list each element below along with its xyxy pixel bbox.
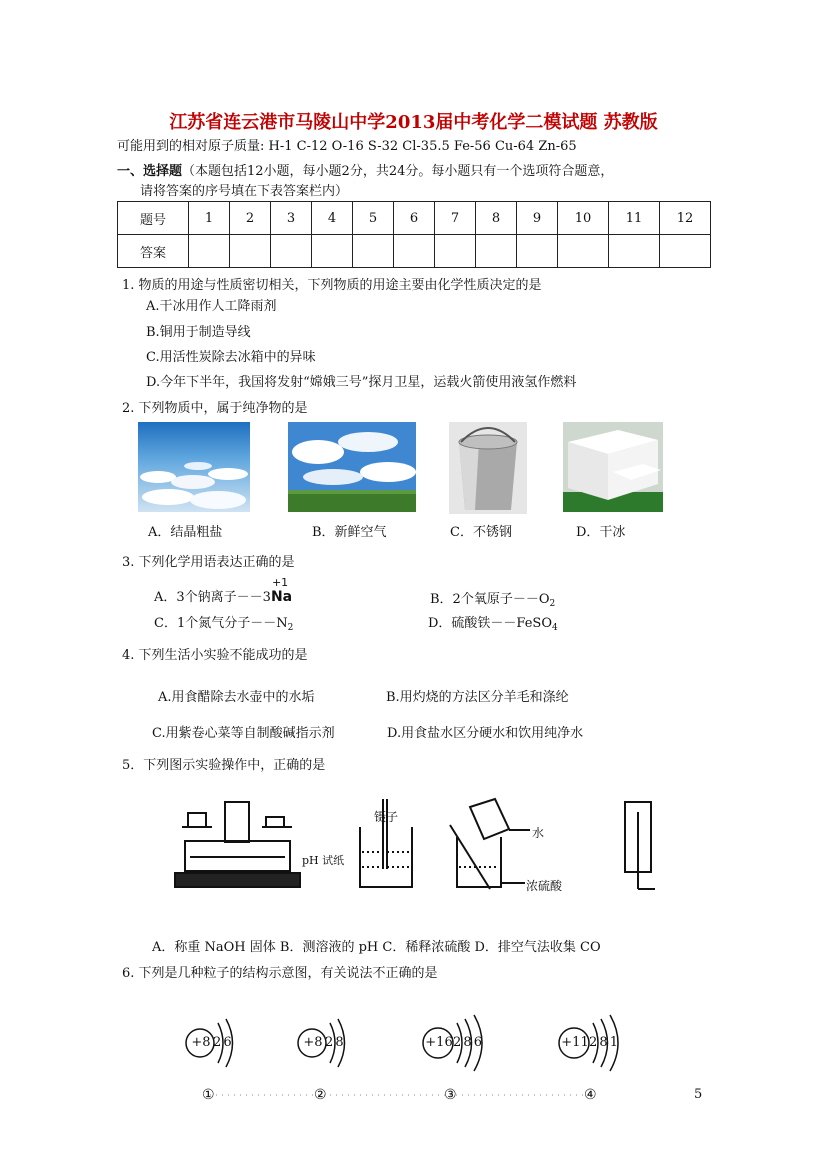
page-title: 江苏省连云港市马陵山中学2013届中考化学二模试题 苏教版 (169, 112, 658, 133)
answer-cell[interactable] (394, 235, 435, 268)
section-heading (117, 160, 613, 179)
q5-water-label: 水 (532, 826, 545, 840)
q4-option-a: A.用食醋除去水壶中的水垢 (158, 690, 315, 705)
particle-4-nucleus: +11 (561, 1035, 589, 1050)
section-heading-label: 一、选择题 (117, 164, 183, 179)
q4-stem: 4. 下列生活小实验不能成功的是 (122, 648, 308, 663)
particle-1-label: ① (202, 1087, 215, 1103)
q3-option-c-text: C．1个氮气分子－－N (154, 616, 288, 631)
answer-table-number-row (118, 202, 711, 235)
particle-1-shells: 2 6 (213, 1035, 231, 1050)
q3-option-a-symbol (270, 576, 293, 605)
particle-2-shells: 2 8 (325, 1035, 343, 1050)
q3-option-d-text: D．硫酸铁－－FeSO (428, 616, 552, 631)
answer-table-number: 1 (189, 202, 230, 235)
q5-stem: 5．下列图示实验操作中，正确的是 (122, 758, 326, 773)
particle-4-shells: 2 8 1 (589, 1035, 618, 1050)
answer-table-number: 11 (609, 202, 660, 235)
answer-cell[interactable] (558, 235, 609, 268)
q3-option-b-subscript: 2 (549, 599, 556, 609)
atomic-masses: 可能用到的相对原子质量: H-1 C-12 O-16 S-32 Cl-35.5 Fe-56 Cu-64 Zn-65 (117, 139, 577, 154)
particle-2-nucleus: +8 (303, 1035, 323, 1050)
particle-3-shells: 2 8 6 (453, 1035, 482, 1050)
answer-table-number: 5 (353, 202, 394, 235)
answer-cell[interactable] (609, 235, 660, 268)
q2-option-c: C．不锈钢 (450, 525, 512, 540)
q3-option-d (428, 612, 558, 633)
q4-option-d: D.用食盐水区分硬水和饮用纯净水 (387, 726, 584, 741)
dry-ice-image (563, 422, 663, 512)
q5-options: A．称重 NaOH 固体 B．测溶液的 pH C．稀释浓硫酸 D．排空气法收集 CO (152, 940, 601, 955)
answer-cell[interactable] (435, 235, 476, 268)
answer-table-number: 7 (435, 202, 476, 235)
answer-table-number: 10 (558, 202, 609, 235)
q1-option-c: C.用活性炭除去冰箱中的异味 (146, 350, 316, 365)
section-heading-line2: 请将答案的序号填在下表答案栏内） (140, 184, 349, 199)
q2-stem: 2. 下列物质中，属于纯净物的是 (122, 401, 308, 416)
particle-4-label: ④ (584, 1087, 597, 1103)
answer-cell[interactable] (660, 235, 711, 268)
answer-table-number: 9 (517, 202, 558, 235)
fresh-air-image (288, 422, 416, 512)
answer-table-number: 12 (660, 202, 711, 235)
answer-table-number: 6 (394, 202, 435, 235)
q3-option-b-text: B．2个氧原子－－O (430, 592, 550, 607)
q1-option-d: D.今年下半年，我国将发射“嫦娥三号”探月卫星，运载火箭使用液氢作燃料 (146, 375, 577, 390)
q3-stem: 3. 下列化学用语表达正确的是 (122, 555, 295, 570)
q4-option-c: C.用紫卷心菜等自制酸碱指示剂 (152, 726, 335, 741)
answer-table-number: 3 (271, 202, 312, 235)
answer-table-number: 8 (476, 202, 517, 235)
lab-operations-figure (170, 797, 660, 897)
q2-option-b: B．新鲜空气 (312, 525, 387, 540)
answer-table-row2-label: 答案 (118, 235, 189, 268)
particle-diagrams (180, 1005, 630, 1105)
answer-cell[interactable] (230, 235, 271, 268)
q3-option-d-subscript: 4 (552, 623, 558, 633)
particle-3-nucleus: +16 (425, 1035, 453, 1050)
answer-cell[interactable] (517, 235, 558, 268)
q3-option-c (154, 612, 293, 633)
q5-acid-label: 浓硫酸 (526, 879, 563, 893)
page-number: 5 (694, 1087, 703, 1102)
answer-table-number: 2 (230, 202, 271, 235)
gas-collection-diagram (625, 802, 655, 889)
q2-option-d: D．干冰 (576, 525, 626, 540)
dilution-diagram (450, 799, 530, 889)
q1-option-b: B.铜用于制造导线 (146, 325, 251, 340)
answer-cell[interactable] (189, 235, 230, 268)
answer-table-number: 4 (312, 202, 353, 235)
q3-option-c-subscript: 2 (287, 623, 294, 633)
q5-ph-label: pH 试纸 (302, 854, 345, 867)
q3-option-a-text: A．3个钠离子－－3 (154, 590, 271, 605)
stainless-steel-bucket-image (449, 422, 527, 514)
q5-tweezers-label: 镊子 (374, 810, 399, 824)
particle-3-label: ③ (444, 1087, 457, 1103)
q1-stem: 1. 物质的用途与性质密切相关，下列物质的用途主要由化学性质决定的是 (122, 278, 542, 293)
particle-1-nucleus: +8 (191, 1035, 211, 1050)
particle-2-label: ② (314, 1087, 327, 1103)
answer-cell[interactable] (271, 235, 312, 268)
answer-table (117, 201, 711, 268)
q3-option-a (154, 576, 293, 605)
q2-option-a: A．结晶粗盐 (148, 525, 223, 540)
q4-option-b: B.用灼烧的方法区分羊毛和涤纶 (386, 690, 569, 705)
q1-option-a: A.干冰用作人工降雨剂 (146, 299, 277, 314)
answer-cell[interactable] (476, 235, 517, 268)
q6-stem: 6. 下列是几种粒子的结构示意图，有关说法不正确的是 (122, 966, 438, 981)
section-heading-text: （本题包括12小题，每小题2分，共24分。每小题只有一个选项符合题意， (182, 164, 614, 179)
answer-table-answer-row (118, 235, 711, 268)
coarse-salt-image (138, 422, 250, 512)
balance-diagram (175, 802, 300, 887)
q3-option-a-charge: +1 (271, 576, 289, 589)
q3-option-b (430, 588, 555, 609)
q3-option-a-element: Na (270, 589, 293, 605)
answer-cell[interactable] (353, 235, 394, 268)
answer-table-row1-label: 题号 (118, 202, 189, 235)
answer-cell[interactable] (312, 235, 353, 268)
